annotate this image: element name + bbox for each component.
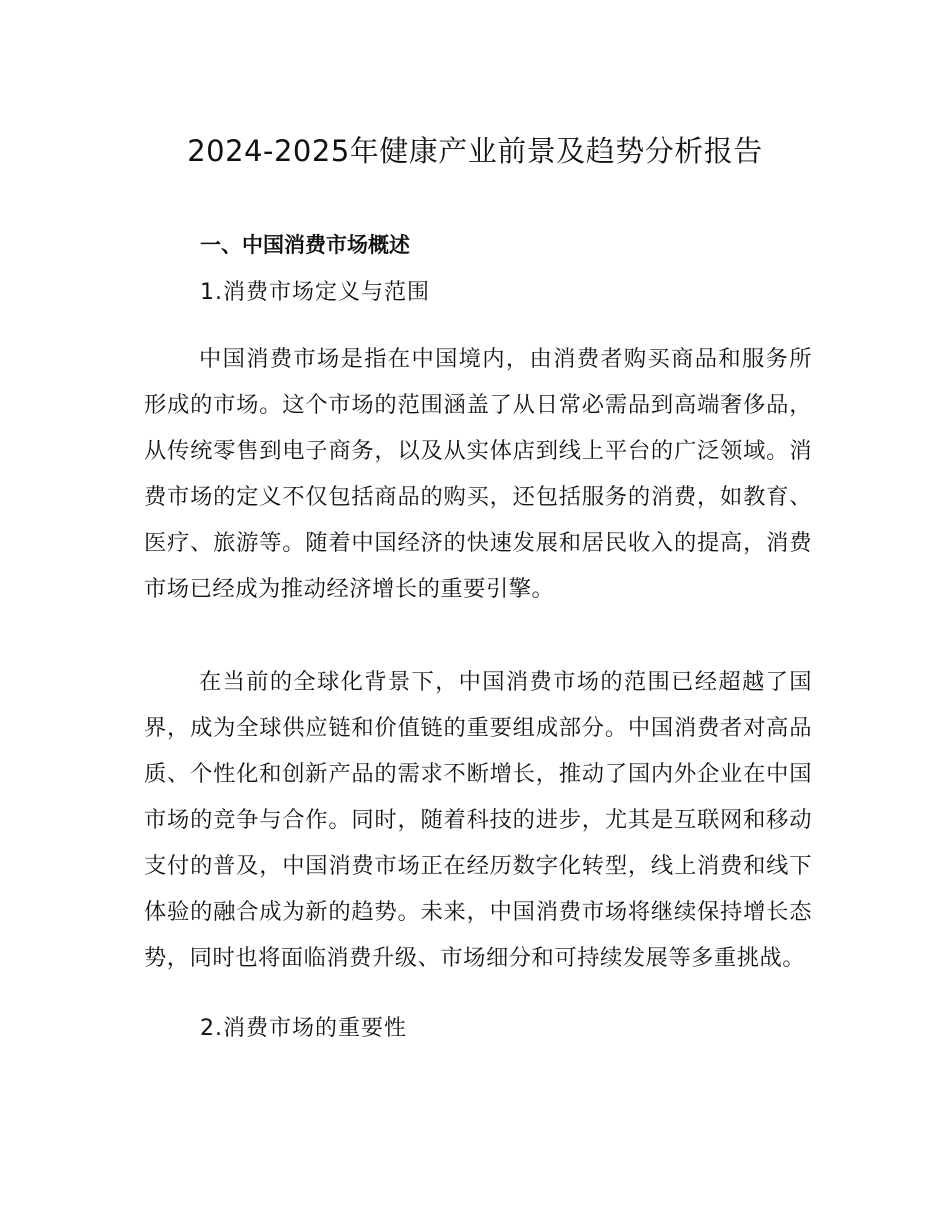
section-heading: 一、中国消费市场概述 [200,233,410,257]
document-title: 2024-2025年健康产业前景及趋势分析报告 [187,134,763,169]
body-paragraph: 中国消费市场是指在中国境内，由消费者购买商品和服务所形成的市场。这个市场的范围涵盖了从日常必需品到高端奢侈品，从传统零售到电子商务，以及从实体店到线上平台的广泛领域。消费市场的定义不仅包括商品的购买，还包括服务的消费，如教育、医疗、旅游等。随着中国经济的快速发展和居民收入的提高，消费市场已经成为推动经济增长的重要引擎。 [144,346,812,603]
body-paragraph: 在当前的全球化背景下，中国消费市场的范围已经超越了国界，成为全球供应链和价值链的重要组成部分。中国消费者对高品质、个性化和创新产品的需求不断增长，推动了国内外企业在中国市场的竞争与合作。同时，随着科技的进步，尤其是互联网和移动支付的普及，中国消费市场正在经历数字化转型，线上消费和线下体验的融合成为新的趋势。未来，中国消费市场将继续保持增长态势，同时也将面临消费升级、市场细分和可持续发展等多重挑战。 [144,669,812,972]
subsection-heading: 1.消费市场定义与范围 [200,280,430,305]
subsection-heading: 2.消费市场的重要性 [200,1016,407,1041]
